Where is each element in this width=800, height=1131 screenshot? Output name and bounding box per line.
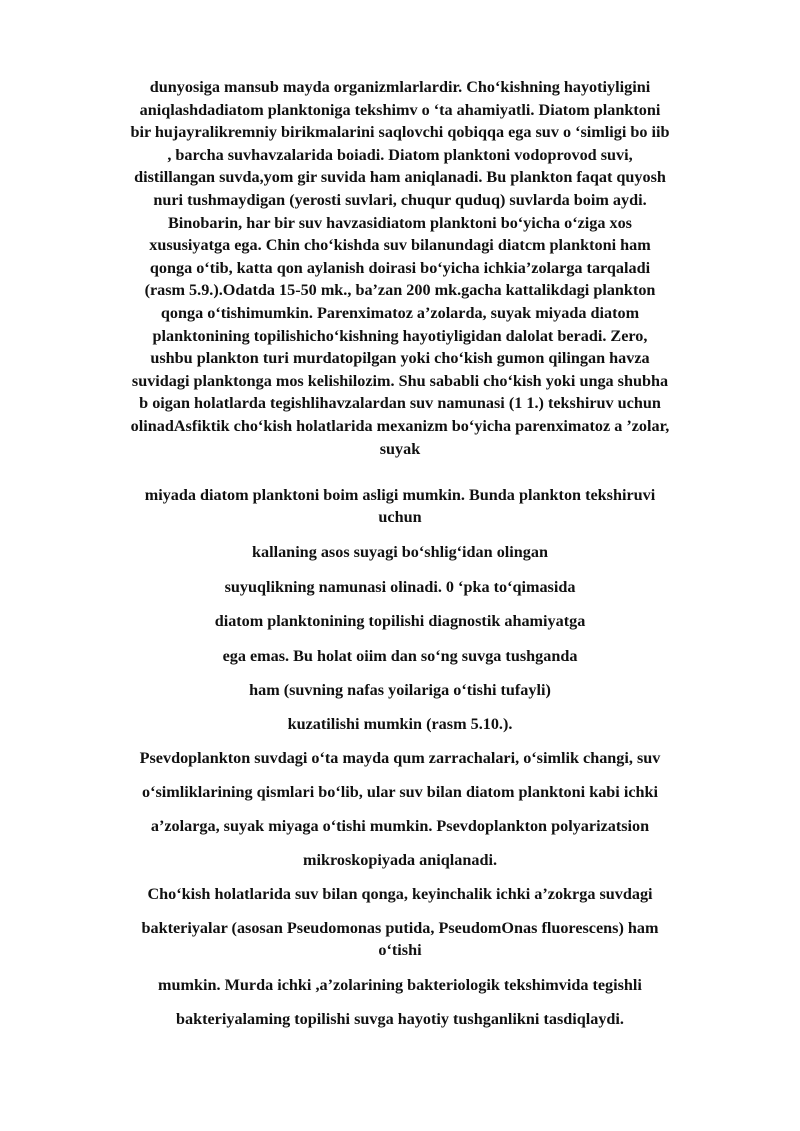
text-line: bakteriyalar (asosan Pseudomonas putida, PseudomOnas fluorescens) ham — [141, 919, 659, 937]
paragraph-diatom — [100, 610, 700, 632]
paragraph-psevdo-3 — [100, 815, 700, 837]
text-line: suyuqlikning namunasi olinadi. 0 ‘pka to‘qimasida — [224, 578, 576, 596]
paragraph-mumkin — [100, 974, 700, 996]
text-line: diatom planktonining topilishi diagnostik ahamiyatga — [214, 612, 586, 630]
text-line: ega emas. Bu holat oiim dan so‘ng suvga tushganda — [222, 647, 578, 665]
text-line: suvidagi planktonga mos kelishilozim. Shu sababli cho‘kish yoki unga shubha — [131, 371, 669, 390]
paragraph-bakteriyalaming — [100, 1008, 700, 1030]
text-line: aniqlashdadiatom planktoniga tekshimv o ‘ta ahamiyatli. Diatom planktoni — [139, 100, 661, 119]
text-line: a’zolarga, suyak miyaga o‘tishi mumkin. Psevdoplankton polyarizatsion — [150, 817, 650, 835]
text-line: Psevdoplankton suvdagi o‘ta mayda qum zarrachalari, o‘simlik changi, suv — [139, 749, 661, 767]
paragraph-psevdo-1 — [100, 747, 700, 769]
text-line: mikroskopiyada aniqlanadi. — [302, 851, 498, 869]
text-line: qonga o‘tishimumkin. Parenximatoz a’zolarda, suyak miyada diatom — [160, 303, 640, 322]
text-line: Binobarin, har bir suv havzasidiatom planktoni bo‘yicha o‘ziga xos — [168, 213, 632, 232]
text-line: qonga o‘tib, katta qon aylanish doirasi bo‘yicha ichkia’zolarga tarqaladi — [149, 258, 651, 277]
text-line: dunyosiga mansub mayda organizmlarlardir. Cho‘kishning hayotiyligini — [149, 78, 651, 96]
paragraph-ham — [100, 679, 700, 701]
paragraph-suyuqlik — [100, 576, 700, 598]
paragraph-kuzatilishi — [100, 713, 700, 735]
paragraph-miyada — [100, 484, 700, 528]
text-line: kuzatilishi mumkin (rasm 5.10.). — [287, 715, 513, 733]
text-line: xususiyatga ega. Chin cho‘kishda suv bilanundagi diatcm planktoni ham — [149, 236, 651, 255]
text-line: bakteriyalaming topilishi suvga hayotiy tushganlikni tasdiqlaydi. — [176, 1010, 624, 1028]
text-line: ham (suvning nafas yoilariga o‘tishi tufayli) — [249, 681, 551, 699]
text-line: nuri tushmaydigan (yerosti suvlari, chuqur quduq) suvlarda boim aydi. — [153, 190, 647, 209]
text-line: distillangan suvda,yom gir suvida ham aniqlanadi. Bu plankton faqat quyosh — [134, 168, 666, 187]
paragraph-drowning-diatom — [108, 76, 692, 460]
text-line: suyak — [379, 439, 421, 458]
text-line: Cho‘kish holatlarida suv bilan qonga, keyinchalik ichki a’zokrga suvdagi — [147, 885, 653, 903]
text-line: , barcha suvhavzalarida boiadi. Diatom planktoni vodoprovod suvi, — [167, 145, 633, 164]
text-line: ushbu plankton turi murdatopilgan yoki cho‘kish gumon qilingan havza — [150, 349, 650, 368]
text-line: (rasm 5.9.).Odatda 15-50 mk., ba’zan 200 mk.gacha kattalikdagi plankton — [144, 281, 656, 300]
text-line: bir hujayralikremniy birikmalarini saqlovchi qobiqqa ega suv o ‘simligi bo iib — [130, 123, 670, 142]
text-line: olinadAsfiktik cho‘kish holatlarida mexanizm bo‘yicha parenximatoz a ’zolar, — [130, 416, 670, 435]
text-line: kallaning asos suyagi bo‘shlig‘idan olingan — [252, 543, 548, 561]
paragraph-psevdo-2 — [100, 781, 700, 803]
text-line: miyada diatom planktoni boim asligi mumkin. Bunda plankton tekshiruvi — [144, 486, 656, 504]
paragraph-ega — [100, 645, 700, 667]
paragraph-chokish — [100, 883, 700, 905]
paragraph-psevdo-4 — [100, 849, 700, 871]
text-line: o‘tishi — [378, 941, 422, 959]
text-line: uchun — [378, 508, 422, 526]
text-line: b oigan holatlarda tegishlihavzalardan suv namunasi (1 1.) tekshiruv uchun — [139, 394, 661, 413]
text-line: o‘simliklarining qismlari bo‘lib, ular suv bilan diatom planktoni kabi ichki — [141, 783, 659, 801]
paragraph-kallaning — [100, 541, 700, 563]
text-line: mumkin. Murda ichki ,a’zolarining bakteriologik tekshimvida tegishli — [158, 976, 642, 994]
paragraph-bakteriyalar — [100, 917, 700, 961]
text-line: planktonining topilishicho‘kishning hayotiyligidan dalolat beradi. Zero, — [152, 326, 648, 345]
